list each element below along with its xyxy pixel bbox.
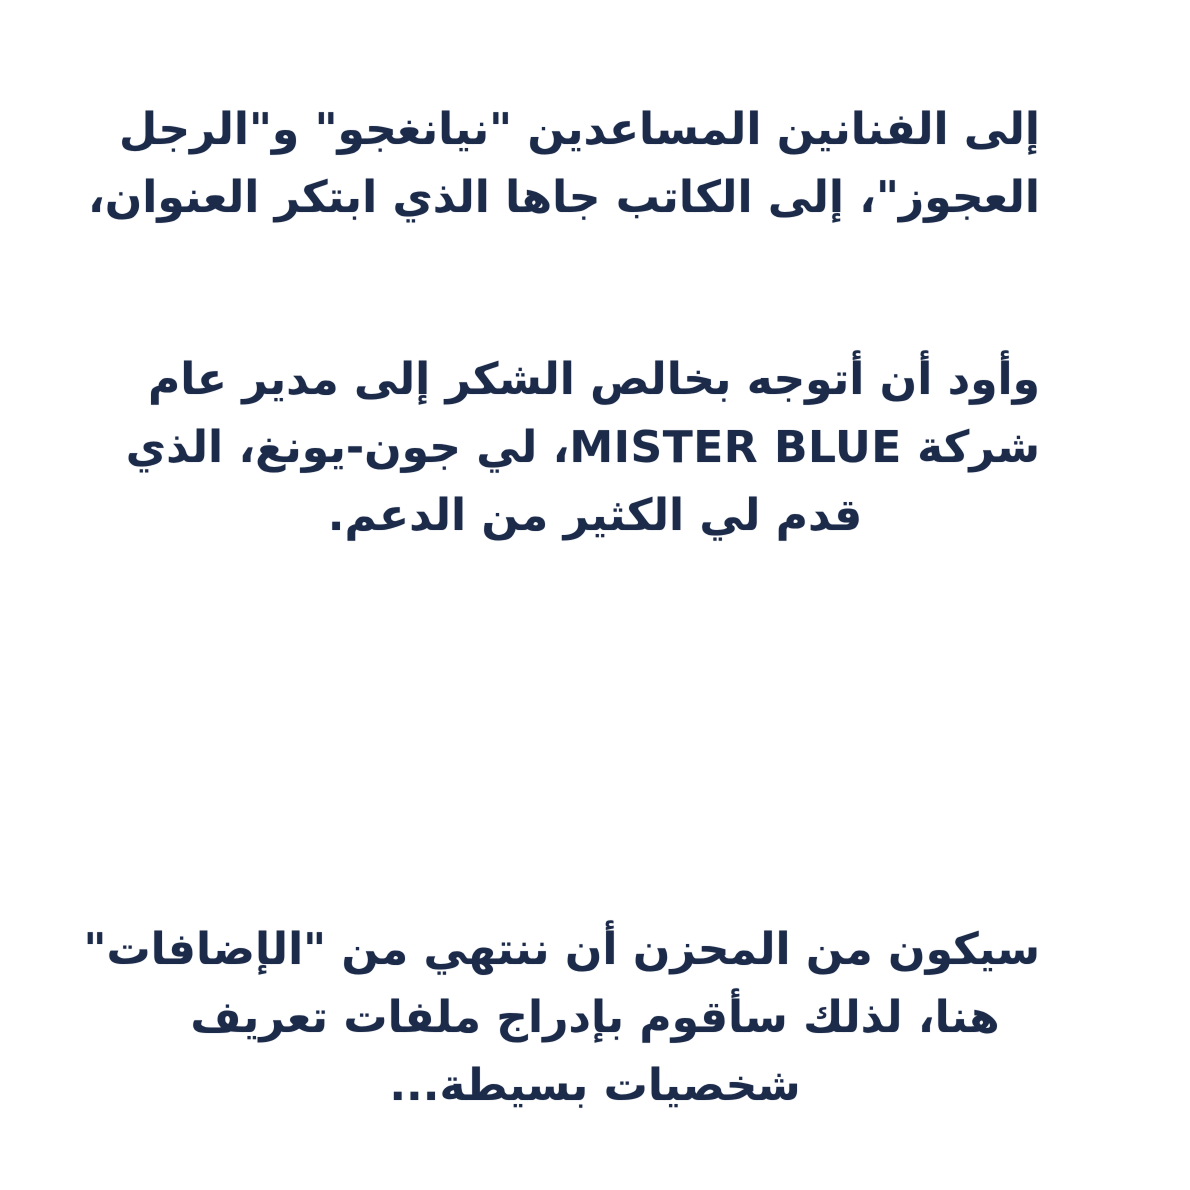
text-line: شخصيات بسيطة...	[389, 1060, 801, 1111]
closing-paragraph-profiles	[83, 916, 1040, 1120]
text-line: إلى الفنانين المساعدين "نيانغجو" و"الرجل	[119, 104, 1040, 155]
text-line: سيكون من المحزن أن ننتهي من "الإضافات"	[83, 924, 1040, 975]
acknowledgement-paragraph-ceo	[125, 346, 1040, 550]
text-line: العجوز"، إلى الكاتب جاها الذي ابتكر العنوان،	[87, 172, 1040, 223]
text-line: هنا، لذلك سأقوم بإدراج ملفات تعريف	[190, 992, 1000, 1043]
text-line: وأود أن أتوجه بخالص الشكر إلى مدير عام	[148, 354, 1040, 405]
text-line: قدم لي الكثير من الدعم.	[327, 490, 863, 541]
acknowledgement-paragraph-assistants	[87, 96, 1040, 232]
text-line: شركة MISTER BLUE، لي جون-يونغ، الذي	[125, 422, 1040, 473]
